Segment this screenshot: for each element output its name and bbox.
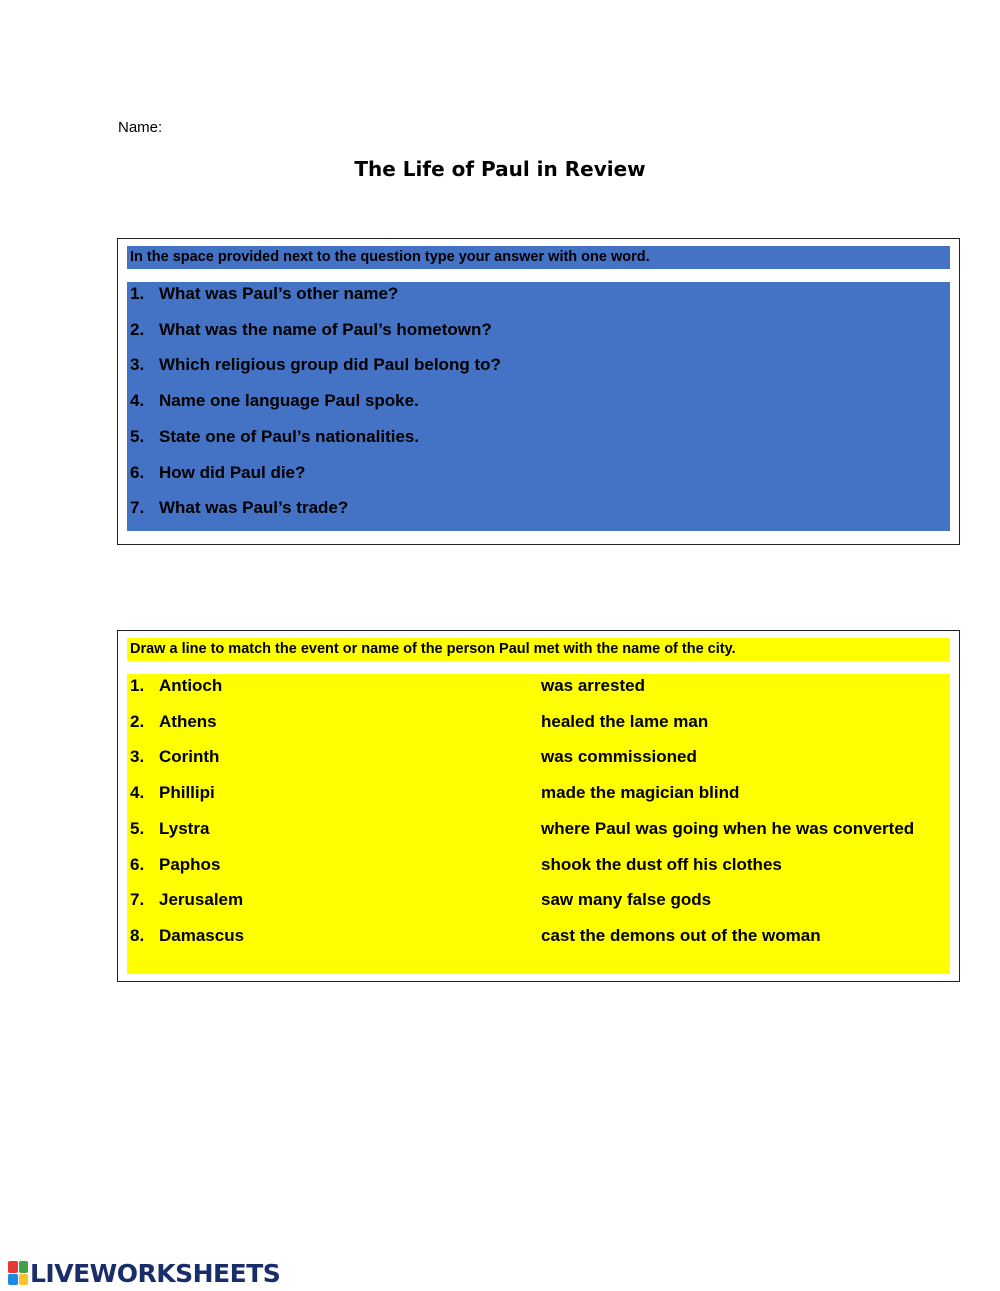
row-number: 8. xyxy=(130,925,145,945)
row-number: 5. xyxy=(130,818,145,838)
city-name: Antioch xyxy=(159,676,223,695)
matching-box xyxy=(117,630,960,982)
row-number: 4. xyxy=(130,783,145,803)
logo-icon xyxy=(8,1261,28,1285)
question-row xyxy=(127,425,950,449)
questions-area xyxy=(127,282,950,531)
event-text: cast the demons out of the woman xyxy=(541,925,821,945)
question-text: State one of Paul’s nationalities. xyxy=(159,426,420,446)
event-text: shook the dust off his clothes xyxy=(541,854,782,874)
question-text: What was Paul’s other name? xyxy=(159,284,399,303)
question-number: 3. xyxy=(130,355,145,375)
question-number: 1. xyxy=(130,284,145,303)
city-name: Corinth xyxy=(159,747,220,767)
matching-row xyxy=(127,817,950,841)
matching-row xyxy=(127,674,950,698)
event-text: was arrested xyxy=(541,676,645,695)
city-name: Athens xyxy=(159,711,217,731)
logo-square-icon xyxy=(19,1261,29,1273)
questions-box xyxy=(117,238,960,545)
city-name: Phillipi xyxy=(159,783,215,803)
liveworksheets-logo xyxy=(8,1259,280,1287)
question-text: Which religious group did Paul belong to? xyxy=(159,355,501,375)
city-name: Damascus xyxy=(159,925,245,945)
city-name: Jerusalem xyxy=(159,890,244,910)
row-number: 6. xyxy=(130,854,145,874)
question-row xyxy=(127,389,950,413)
row-number: 7. xyxy=(130,890,145,910)
row-number: 3. xyxy=(130,747,145,767)
logo-text: LIVEWORKSHEETS xyxy=(30,1258,281,1288)
matching-instruction: Draw a line to match the event or name of the person Paul met with the name of the city. xyxy=(127,638,950,661)
matching-row xyxy=(127,745,950,769)
question-text: How did Paul die? xyxy=(159,462,306,482)
event-text: made the magician blind xyxy=(541,783,740,803)
matching-row xyxy=(127,781,950,805)
event-text: was commissioned xyxy=(541,747,697,767)
question-text: What was Paul’s trade? xyxy=(159,498,349,518)
question-number: 7. xyxy=(130,498,145,518)
event-text: saw many false gods xyxy=(541,890,712,910)
question-number: 6. xyxy=(130,462,145,482)
question-text: What was the name of Paul’s hometown? xyxy=(159,319,492,339)
event-text: healed the lame man xyxy=(541,711,709,731)
city-name: Paphos xyxy=(159,854,221,874)
name-label: Name: xyxy=(118,119,163,136)
row-number: 1. xyxy=(130,676,145,695)
question-row xyxy=(127,496,950,520)
question-row xyxy=(127,353,950,377)
matching-row xyxy=(127,888,950,912)
event-text: where Paul was going when he was converted xyxy=(541,818,915,838)
page-title: The Life of Paul in Review xyxy=(354,157,646,181)
question-row xyxy=(127,318,950,342)
question-number: 5. xyxy=(130,426,145,446)
questions-instruction: In the space provided next to the question type your answer with one word. xyxy=(127,246,950,269)
question-row xyxy=(127,461,950,485)
question-number: 2. xyxy=(130,319,145,339)
row-number: 2. xyxy=(130,711,145,731)
matching-row xyxy=(127,710,950,734)
matching-area xyxy=(127,674,950,974)
city-name: Lystra xyxy=(159,818,210,838)
logo-square-icon xyxy=(8,1261,18,1273)
question-text: Name one language Paul spoke. xyxy=(159,391,419,411)
question-row xyxy=(127,282,950,306)
logo-square-icon xyxy=(8,1274,18,1286)
matching-row xyxy=(127,924,950,948)
matching-row xyxy=(127,853,950,877)
logo-square-icon xyxy=(19,1274,29,1286)
question-number: 4. xyxy=(130,391,145,411)
